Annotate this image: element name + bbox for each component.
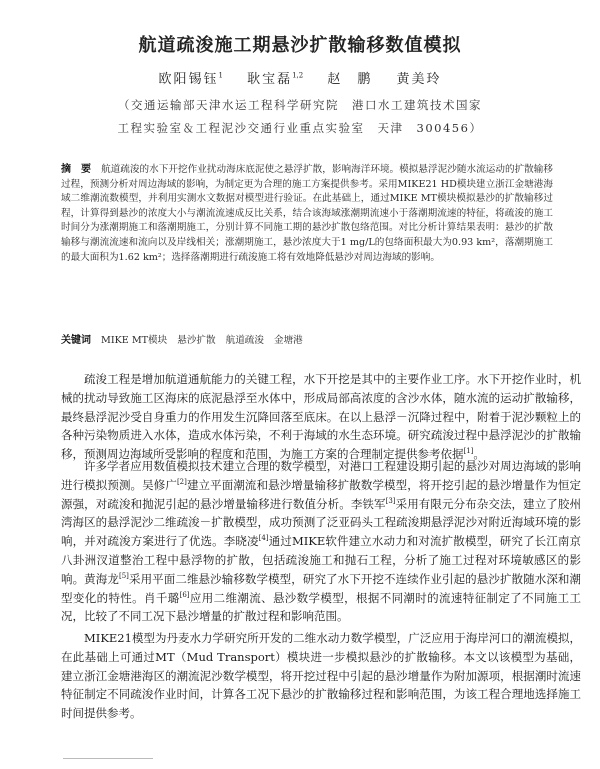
author [327, 72, 372, 87]
author-list [40, 68, 560, 87]
abstract [61, 163, 553, 265]
citation-ref: [2] [176, 477, 187, 486]
abstract-label: 摘 要 [61, 164, 92, 175]
keyword: 悬沙扩散 [177, 335, 216, 346]
author-mark: 1 [218, 71, 223, 80]
paragraph-text: 疏浚工程是增加航道通航能力的关键工程，水下开挖是其中的主要作业工序。水下开挖作业时，机械的扰动导致施工区海床的底泥悬浮至水体中，形成局部高浓度的含沙水体，随水流的运动扩散输移，最终悬浮泥沙受自身重力的作用发生沉降回落至底床。在以上悬浮－沉降过程中，附着于泥沙颗粒上的各种污染物质进入水体，造成水体污染，不利于海域的水生态环境。研究疏浚过程中悬浮泥沙的扩散输移，预测周边海域所受影响的程度和范围，为施工方案的合理制定提供参考依据 [61, 372, 581, 462]
paragraph-text: 许多学者应用数值模拟技术建立合理的数学模型，对港口工程建设期引起的悬沙对周边海域的影响进行模拟预测。吴修广 [61, 459, 581, 492]
body-paragraph-2 [61, 457, 581, 626]
citation-ref: [3] [385, 496, 396, 505]
author-name: 赵 鹏 [327, 72, 373, 87]
author-mark: 1,2 [292, 71, 304, 80]
citation-ref: [1] [463, 447, 474, 456]
citation-ref: [4] [258, 534, 269, 543]
paragraph-text: 应用二维潮流、悬沙数学模型，根据不同潮时的流速特征制定了不同施工工况，比较了不同工况下悬沙增量的扩散过程和影响范围。 [61, 590, 581, 624]
author-name: 欧阳锡钰 [158, 72, 219, 87]
keyword: 金塘港 [274, 335, 303, 346]
abstract-text: 航道疏浚的水下开挖作业扰动海床底泥使之悬浮扩散，影响海洋环境。模拟悬浮泥沙随水流运动的扩散输移过程，预测分析对周边海域的影响，为制定更为合理的施工方案提供参考。采用MIKE21 HD模块建立浙江金塘港海域二维潮流数模型，并利用实测水文数据对模型进行验证。在此基础上，通过MIKE MT模块模拟悬沙的扩散输移过程，计算得到悬沙的浓度大小与潮流流速成反比关系，结合该海域涨潮期流速小于落潮期流速的特征，将疏浚的施工时间分为涨潮期施工和落潮期施工，分别计算不同施工期的悬沙扩散包络范围。对比分析计算结果表明：悬沙的扩散输移与潮流流速和流向以及岸线相关；涨潮期施工，悬沙浓度大于1 mg/L的包络面积最大为0.93 km²，落潮期施工的最大面积为1.62 km²；选择落潮期进行疏浚施工将有效地降低悬沙对周边海域的影响。 [61, 164, 554, 263]
paragraph-text: 通过MIKE软件建立水动力和对流扩散模型，研究了长江南京八卦洲汊道整治工程中悬浮物的扩散，包括疏浚施工和抛石工程，分析了施工过程对环境敏感区的影响。黄海龙 [61, 534, 581, 586]
keyword: MIKE MT模块 [101, 335, 168, 346]
paper-title: 航道疏浚施工期悬沙扩散输移数值模拟 [138, 35, 462, 56]
author [158, 72, 222, 87]
paragraph-text: 采用平面二维悬沙输移数学模型，研究了水下开挖不连续作业引起的悬沙扩散随水深和潮型变化的特性。肖千璐 [61, 571, 582, 605]
footnote-rule [63, 758, 153, 763]
body-paragraph-3: MIKE21模型为丹麦水力学研究所开发的二维水动力数学模型，广泛应用于海岸河口的潮流模拟，在此基础上可通过MT（Mud Transport）模块进一步模拟悬沙的扩散输移。本文以该模型为基础，建立浙江金塘港海区的潮流泥沙数学模型，将开挖过程中引起的悬沙增量作为附加源项，根据潮时流速特征制定不同疏浚作业时间，计算各工况下悬沙的扩散输移过程和影响范围，为该工程合理地选择施工时间提供参考。 [61, 631, 581, 721]
keywords [61, 334, 553, 348]
keyword: 航道疏浚 [225, 335, 264, 346]
citation-ref: [5] [118, 571, 129, 580]
paragraph-text: 建立平面潮流和悬沙增量输移扩散数学模型，将开挖引起的悬沙增量作为恒定源强，对疏浚和抛泥引起的悬沙增量输移进行数值分析。李铁军 [61, 477, 582, 511]
body-paragraph-1 [61, 370, 581, 464]
paragraph-text: 采用有限元分布杂交法，建立了胶州湾海区的悬浮泥沙二维疏浚－扩散模型，成功预测了泛亚码头工程疏浚期悬浮泥沙对附近海域环境的影响，并对疏浚方案进行了优选。李晓凌 [61, 496, 581, 549]
citation-ref: [6] [179, 590, 190, 599]
author [397, 72, 442, 87]
paragraph-text: 。 [473, 447, 485, 462]
affiliation-line-2: 工程实验室＆工程泥沙交通行业重点实验室 天津 300456） [117, 121, 483, 135]
author-name: 黄美玲 [396, 72, 442, 87]
author [247, 72, 303, 87]
keywords-label: 关键词 [61, 335, 91, 346]
affiliation-line-1: （交通运输部天津水运工程科学研究院 港口水工建筑技术国家 [118, 98, 482, 112]
author-name: 耿宝磊 [247, 72, 293, 87]
